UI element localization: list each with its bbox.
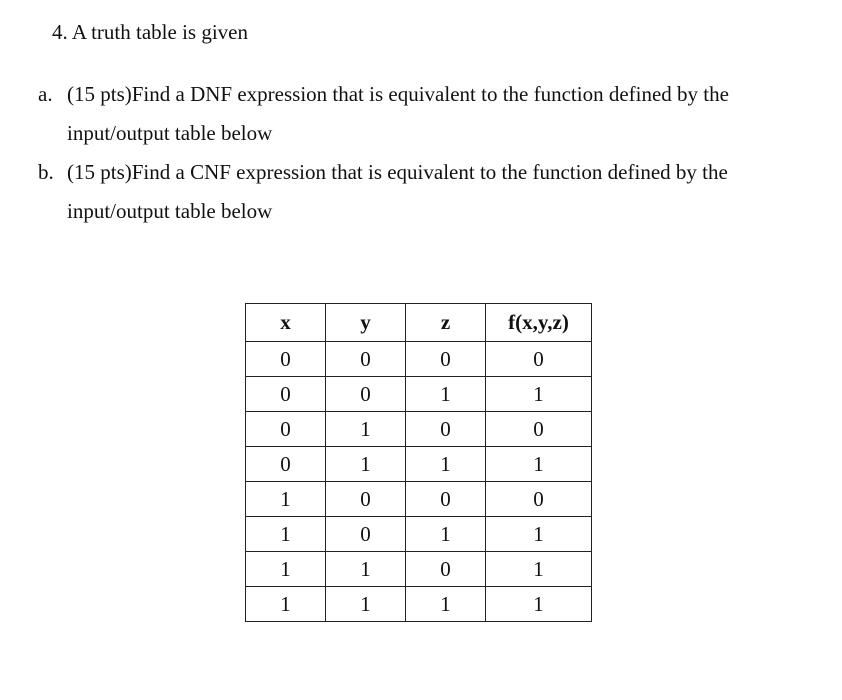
table-cell: 1	[486, 587, 592, 622]
table-cell: 1	[486, 447, 592, 482]
table-cell: 1	[326, 587, 406, 622]
table-cell: 1	[486, 517, 592, 552]
table-cell: 1	[246, 482, 326, 517]
table-cell: 1	[326, 447, 406, 482]
table-cell: 0	[246, 342, 326, 377]
truth-table	[245, 303, 592, 622]
table-cell: 1	[486, 552, 592, 587]
table-cell: 0	[246, 447, 326, 482]
table-cell: 1	[246, 587, 326, 622]
table-cell: 1	[246, 552, 326, 587]
table-row	[246, 552, 592, 587]
table-cell: 0	[326, 342, 406, 377]
table-cell: 0	[406, 552, 486, 587]
table-cell: 0	[486, 482, 592, 517]
table-cell: 0	[486, 412, 592, 447]
part-b-marker: b.	[38, 160, 54, 184]
table-cell: 0	[406, 342, 486, 377]
column-header-y: y	[326, 304, 406, 342]
table-cell: 0	[326, 377, 406, 412]
table-row	[246, 587, 592, 622]
table-cell: 1	[326, 412, 406, 447]
table-cell: 1	[406, 377, 486, 412]
table-row	[246, 482, 592, 517]
column-header-z: z	[406, 304, 486, 342]
table-cell: 1	[406, 447, 486, 482]
table-cell: 0	[326, 517, 406, 552]
column-header-f: f(x,y,z)	[486, 304, 592, 342]
table-cell: 0	[326, 482, 406, 517]
part-a-marker: a.	[38, 82, 53, 106]
table-row	[246, 517, 592, 552]
table-row	[246, 412, 592, 447]
table-cell: 0	[246, 377, 326, 412]
table-cell: 1	[486, 377, 592, 412]
table-row	[246, 342, 592, 377]
part-a-text-line2: input/output table below	[67, 121, 273, 145]
part-b-text-line2: input/output table below	[67, 199, 273, 223]
table-cell: 0	[486, 342, 592, 377]
table-cell: 0	[406, 482, 486, 517]
table-header-row	[246, 304, 592, 342]
table-cell: 1	[406, 517, 486, 552]
part-a-text-line1: (15 pts)Find a DNF expression that is equivalent to the function defined by the	[67, 82, 729, 106]
table-cell: 1	[246, 517, 326, 552]
part-b-text-line1: (15 pts)Find a CNF expression that is equivalent to the function defined by the	[67, 160, 728, 184]
table-row	[246, 447, 592, 482]
table-cell: 0	[406, 412, 486, 447]
table-cell: 0	[246, 412, 326, 447]
table-row	[246, 377, 592, 412]
table-cell: 1	[326, 552, 406, 587]
column-header-x: x	[246, 304, 326, 342]
question-title: 4. A truth table is given	[52, 20, 248, 44]
table-cell: 1	[406, 587, 486, 622]
